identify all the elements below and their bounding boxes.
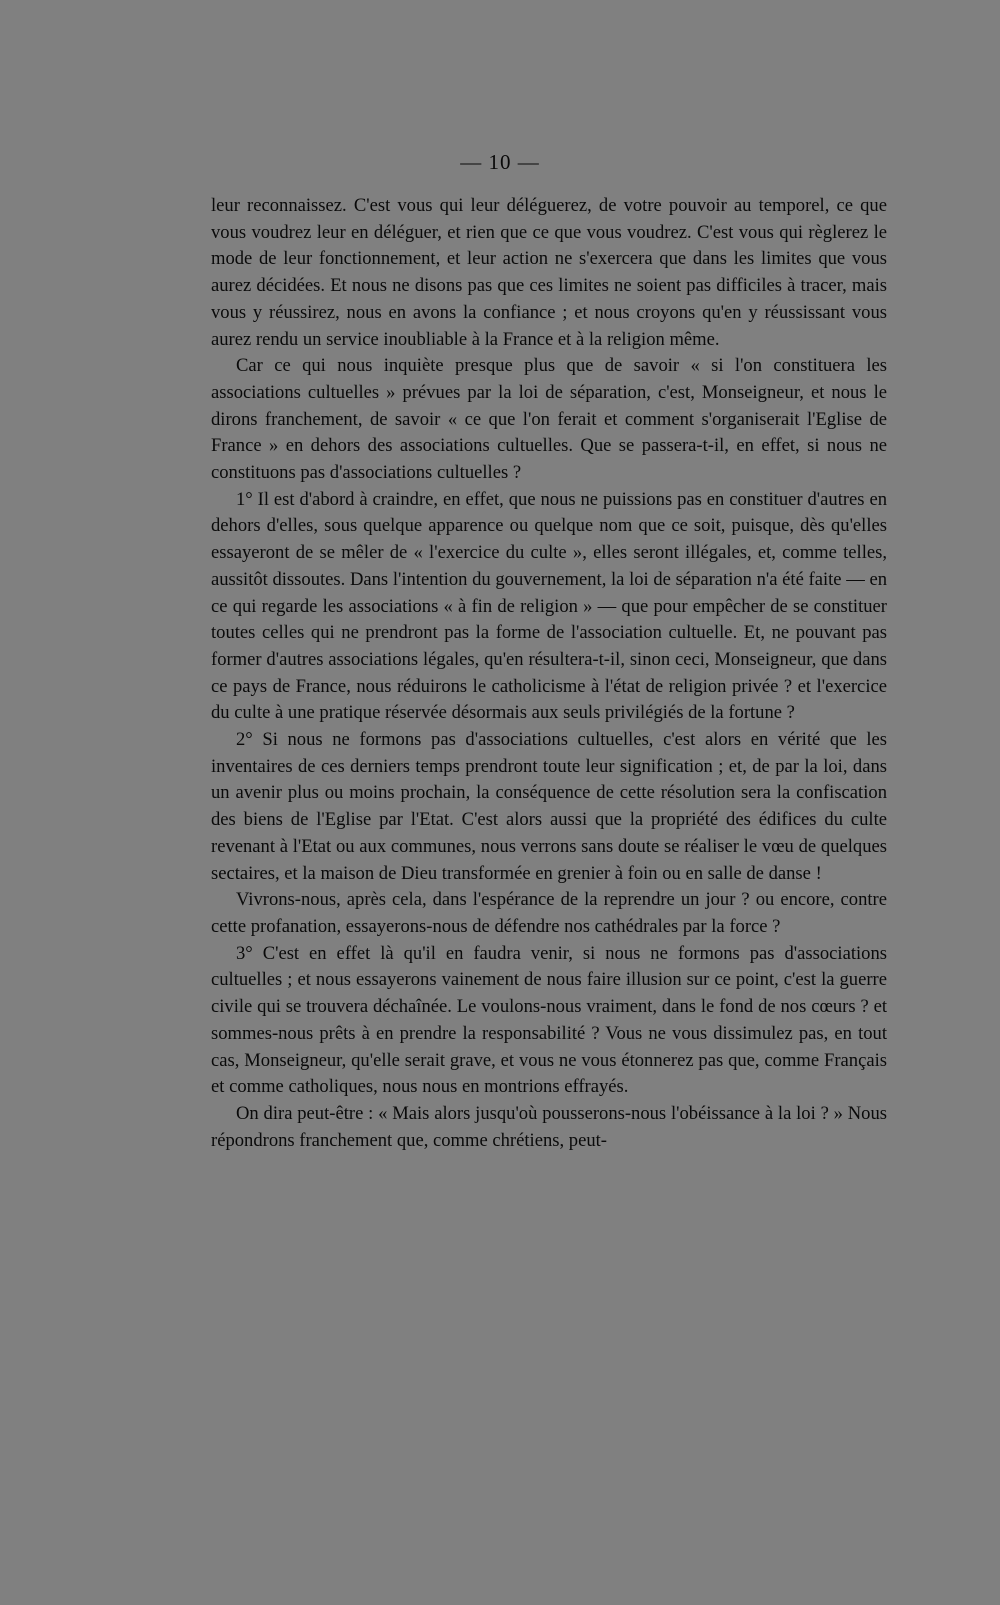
paragraph-1: leur reconnaissez. C'est vous qui leur déléguerez, de votre pouvoir au temporel, ce que vous voudrez leur en déléguer, et rien que ce que vous voudrez. C'est vous qui règlerez le mode de leur fonctionnement, et leur action ne s'exercera que dans les limites que vous aurez décidées. Et nous ne disons pas que ces limites ne soient pas difficiles à tracer, mais vous y réussirez, nous en avons la confiance ; et nous croyons qu'en y réussissant vous aurez rendu un service inoubliable à la France et à la religion même. <box>211 195 887 350</box>
paragraph-3: 1° Il est d'abord à craindre, en effet, que nous ne puissions pas en constituer d'autres en dehors d'elles, sous quelque apparence ou quelque nom que ce soit, puisque, dès qu'elles essayeront de se mêler de « l'exercice du culte », elles seront illégales, et, comme telles, aussitôt dissoutes. Dans l'intention du gouvernement, la loi de séparation n'a été faite — en ce qui regarde les associations « à fin de religion » — que pour empêcher de se constituer toutes celles qui ne prendront pas la forme de l'association cultuelle. Et, ne pouvant pas former d'autres associations légales, qu'en résultera-t-il, sinon ceci, Monseigneur, que dans ce pays de France, nous réduirons le catholicisme à l'état de religion privée ? et l'exercice du culte à une pratique réservée désormais aux seuls privilégiés de la fortune ? <box>211 488 887 724</box>
page-number: — 10 — <box>460 150 540 174</box>
paragraph-7: On dira peut-être : « Mais alors jusqu'où pousserons-nous l'obéissance à la loi ? » Nous répondrons franchement que, comme chrétiens, peut- <box>211 1102 887 1151</box>
paragraph-6: 3° C'est en effet là qu'il en faudra venir, si nous ne formons pas d'associations cultuelles ; et nous essayerons vainement de nous faire illusion sur ce point, c'est la guerre civile qui se trouvera déchaînée. Le voulons-nous vraiment, dans le fond de nos cœurs ? et sommes-nous prêts à en prendre la responsabilité ? Vous ne vous dissimulez pas, en tout cas, Monseigneur, qu'elle serait grave, et vous ne vous étonnerez pas que, comme Français et comme catholiques, nous nous en montrions effrayés. <box>211 942 887 1098</box>
paragraph-5: Vivrons-nous, après cela, dans l'espérance de la reprendre un jour ? ou encore, contre cette profanation, essayerons-nous de défendre nos cathédrales par la force ? <box>211 889 887 937</box>
paragraph-4: 2° Si nous ne formons pas d'associations cultuelles, c'est alors en vérité que les inventaires de ces derniers temps prendront toute leur signification ; et, de par la loi, dans un avenir plus ou moins prochain, la conséquence de cette résolution sera la confiscation des biens de l'Eglise par l'Etat. C'est alors aussi que la propriété des édifices du culte revenant à l'Etat ou aux communes, nous verrons sans doute se réaliser le vœu de quelques sectaires, et la maison de Dieu transformée en grenier à foin ou en salle de danse ! <box>211 729 887 884</box>
paragraph-2: Car ce qui nous inquiète presque plus que de savoir « si l'on constituera les associations cultuelles » prévues par la loi de séparation, c'est, Monseigneur, et nous le dirons franchement, de savoir « ce que l'on ferait et comment s'organiserait l'Eglise de France » en dehors des associations cultuelles. Que se passera-t-il, en effet, si nous ne constituons pas d'associations cultuelles ? <box>211 355 887 484</box>
body-text <box>211 193 887 1154</box>
